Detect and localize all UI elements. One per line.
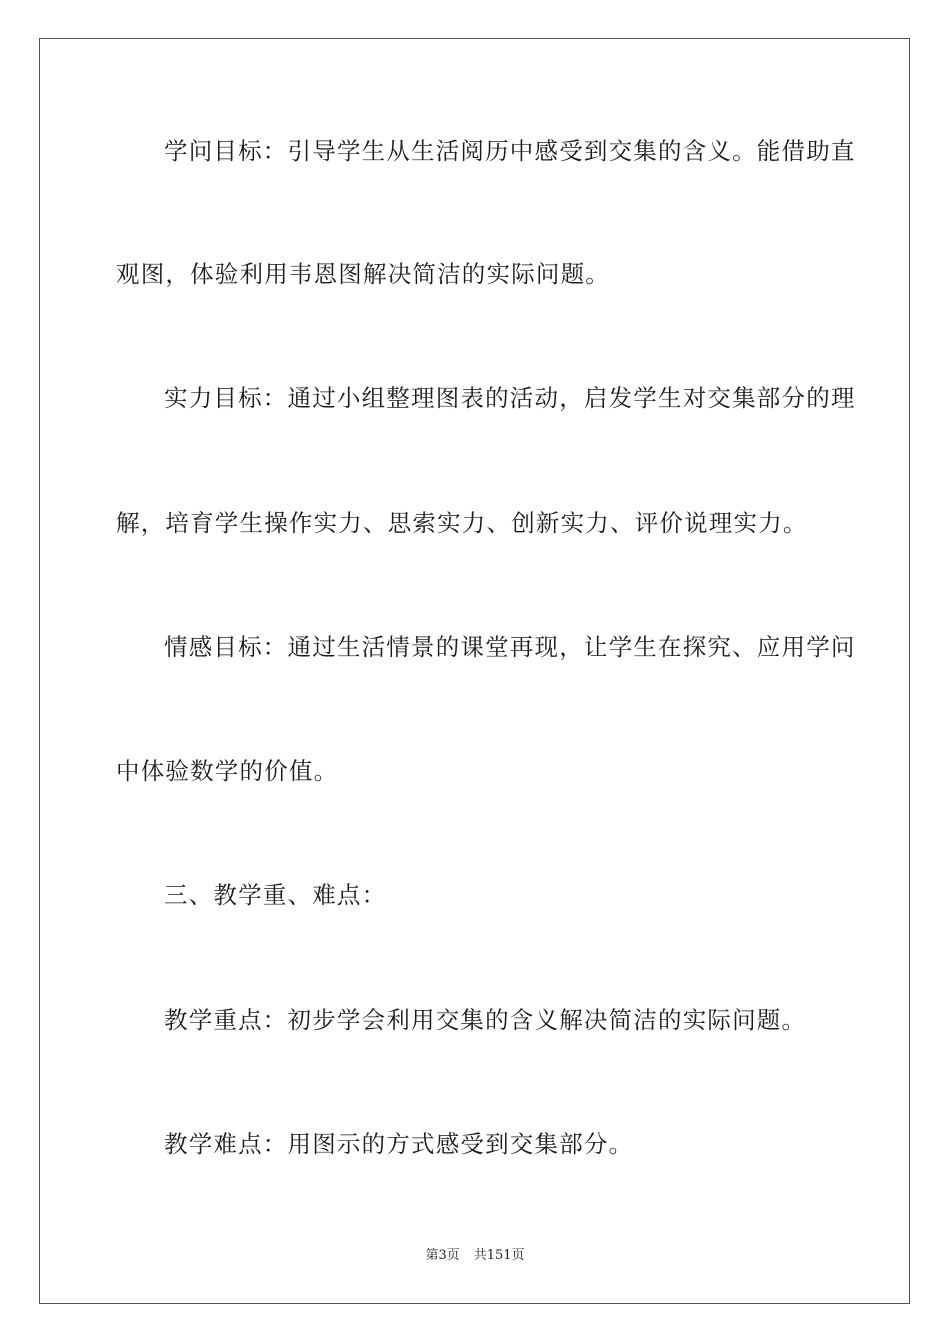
text-line-knowledge-goal-2: 观图，体验利用韦恩图解决简洁的实际问题。	[116, 260, 610, 288]
page-footer	[0, 1247, 950, 1265]
text-line-emotion-goal-1: 情感目标：通过生活情景的课堂再现，让学生在探究、应用学问	[164, 633, 856, 661]
text-line-ability-goal-2: 解，培育学生操作实力、思索实力、创新实力、评价说理实力。	[116, 509, 808, 537]
text-line-emotion-goal-2: 中体验数学的价值。	[116, 757, 339, 785]
page-number: 第3页	[425, 1248, 460, 1263]
text-line-teaching-difficulty: 教学难点：用图示的方式感受到交集部分。	[164, 1130, 634, 1158]
section-heading-key-points: 三、教学重、难点：	[164, 881, 387, 909]
page-border	[39, 38, 910, 1304]
text-line-ability-goal-1: 实力目标：通过小组整理图表的活动，启发学生对交集部分的理	[164, 384, 856, 412]
text-line-knowledge-goal-1: 学问目标：引导学生从生活阅历中感受到交集的含义。能借助直	[164, 137, 856, 165]
text-line-teaching-focus: 教学重点：初步学会利用交集的含义解决简洁的实际问题。	[164, 1006, 807, 1034]
page-total: 共151页	[473, 1248, 525, 1263]
